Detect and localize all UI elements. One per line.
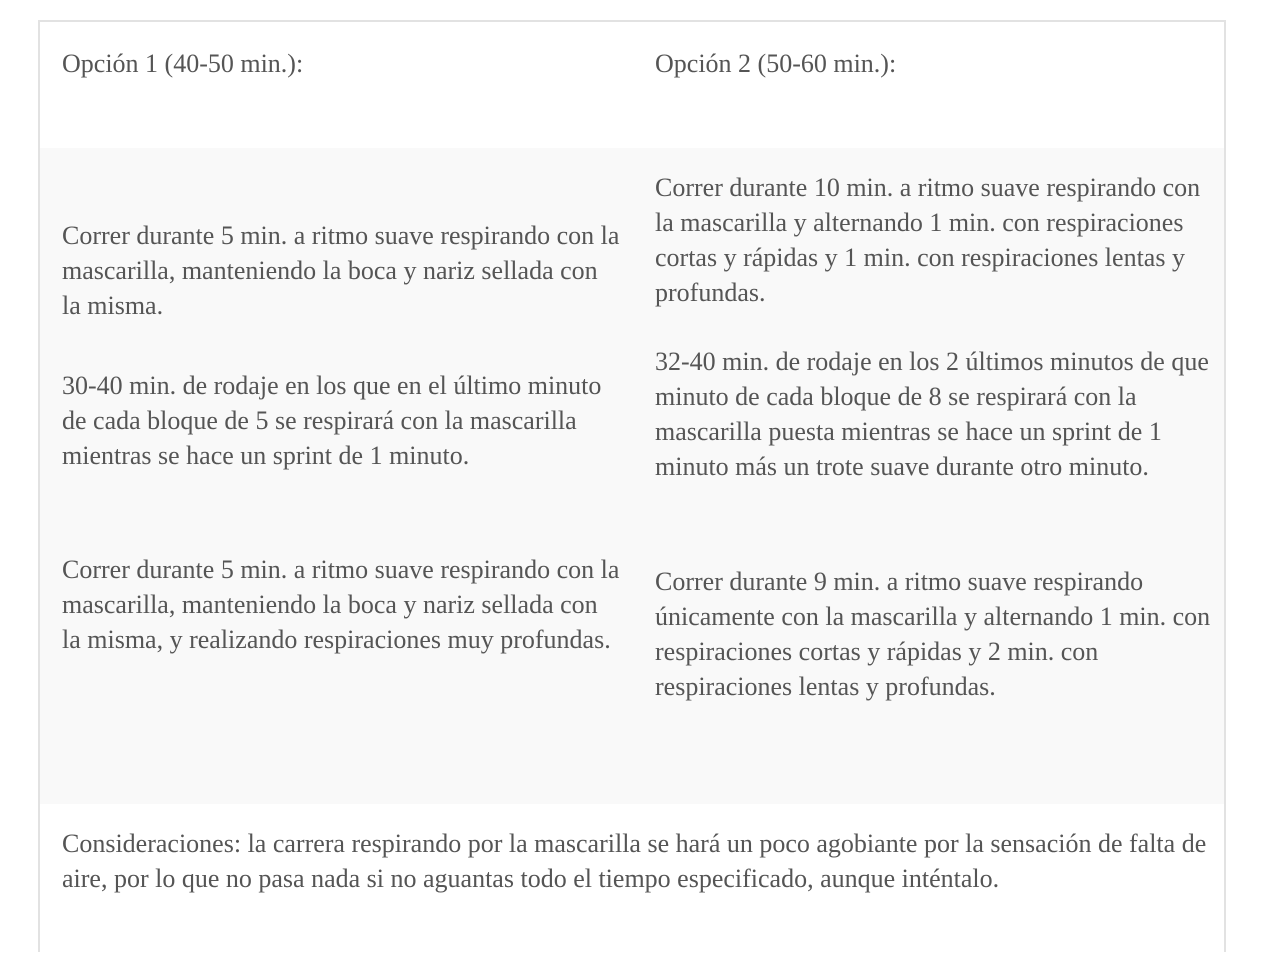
- table-body-row: [40, 148, 1224, 804]
- table-header-row: [40, 22, 1224, 148]
- option-1-step-3: Correr durante 5 min. a ritmo suave respirando con la mascarilla, manteniendo la boca y nariz sellada con la misma, y realizando respiraciones muy profundas.: [62, 555, 620, 654]
- table-footer-row: [40, 804, 1224, 952]
- option-2-step-1: Correr durante 10 min. a ritmo suave respirando con la mascarilla y alternando 1 min. con respiraciones cortas y rápidas y 1 min. con respiraciones lentas y profundas.: [655, 173, 1201, 307]
- considerations-note: Consideraciones: la carrera respirando por la mascarilla se hará un poco agobiante por la sensación de falta de aire, por lo que no pasa nada si no aguantas todo el tiempo especificado, aunque inténtalo.: [62, 829, 1207, 893]
- option-2-title: Opción 2 (50-60 min.):: [655, 49, 897, 78]
- option-2-step-3: Correr durante 9 min. a ritmo suave respirando únicamente con la mascarilla y alternando 1 min. con respiraciones cortas y rápidas y 2 min. con respiraciones lentas y profundas.: [655, 567, 1211, 701]
- option-1-title: Opción 1 (40-50 min.):: [62, 49, 304, 78]
- option-1-step-1: Correr durante 5 min. a ritmo suave respirando con la mascarilla, manteniendo la boca y nariz sellada con la misma.: [62, 221, 620, 320]
- training-table: [38, 20, 1226, 952]
- option-1-step-2: 30-40 min. de rodaje en los que en el último minuto de cada bloque de 5 se respirará con la mascarilla mientras se hace un sprint de 1 minuto.: [62, 371, 602, 470]
- option-2-step-2: 32-40 min. de rodaje en los 2 últimos minutos de que minuto de cada bloque de 8 se respirará con la mascarilla puesta mientras se hace un sprint de 1 minuto más un trote suave durante otro minuto.: [655, 347, 1209, 481]
